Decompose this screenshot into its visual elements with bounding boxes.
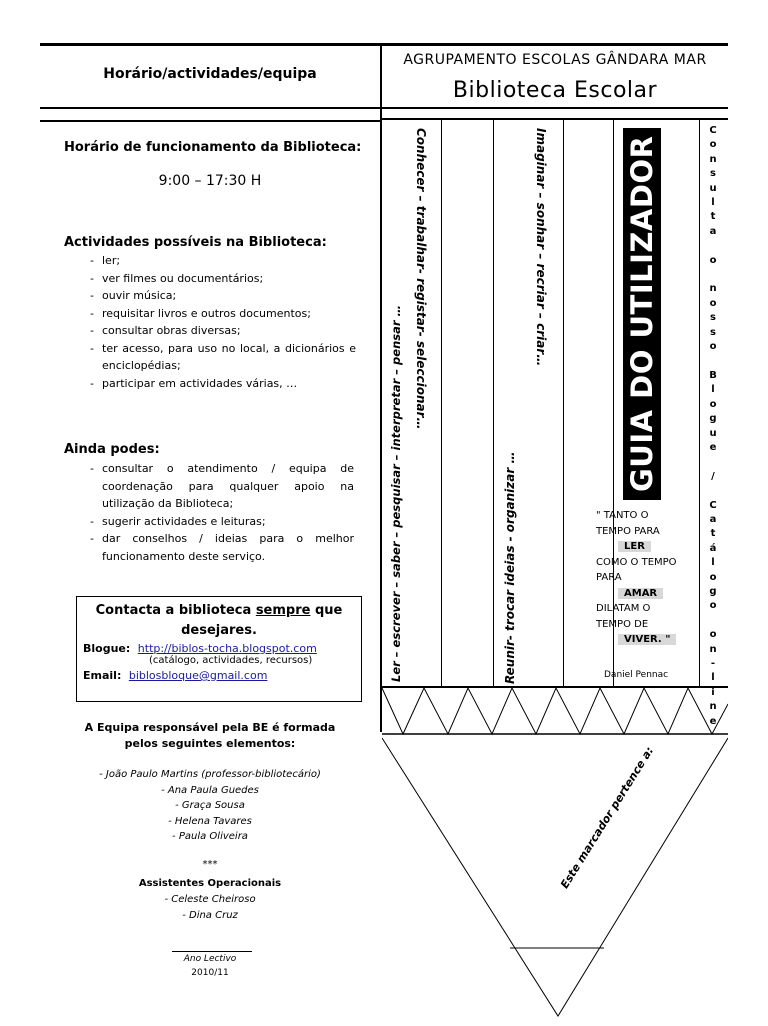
contact-line-1: Contacta a biblioteca sempre que	[95, 603, 343, 618]
side-letter: B	[709, 369, 717, 381]
side-letter: u	[709, 182, 717, 194]
list-item: - requisitar livros e outros documentos;	[86, 305, 356, 323]
page-title: Horário/actividades/equipa	[103, 66, 317, 82]
side-letter: a	[709, 225, 717, 237]
quote-line: AMAR	[596, 586, 696, 602]
side-letter: á	[709, 542, 717, 554]
separator: ***	[202, 859, 218, 870]
top-rule	[40, 43, 728, 46]
school-name: AGRUPAMENTO ESCOLAS GÂNDARA MAR	[403, 52, 707, 68]
list-item: - ler;	[86, 252, 356, 270]
header-rule	[40, 107, 728, 109]
team-member: - Dina Cruz	[182, 909, 238, 921]
side-letter: o	[709, 600, 717, 612]
quote-line: VIVER. "	[596, 632, 696, 648]
list-item: - consultar o atendimento / equipa de coordenação para qualquer apoio na utilização da Biblioteca;	[86, 460, 354, 513]
team-member: - Graça Sousa	[175, 800, 245, 811]
side-letter: o	[709, 571, 717, 583]
assistants-heading: Assistentes Operacionais	[138, 878, 282, 889]
guide-banner	[623, 128, 661, 500]
year-value: 2010/11	[191, 968, 229, 978]
list-item: - ouvir música;	[86, 287, 356, 305]
library-title: Biblioteca Escolar	[452, 78, 658, 103]
strip-top	[382, 118, 728, 120]
side-letter: o	[709, 297, 717, 309]
blog-side-text	[703, 124, 723, 729]
side-letter	[703, 268, 723, 282]
quote-author: Daniel Pennac	[604, 670, 669, 680]
activities-heading: Actividades possíveis na Biblioteca:	[64, 235, 327, 250]
quote-line: PARA	[596, 572, 622, 583]
blog-row	[83, 642, 361, 655]
side-letter: l	[711, 197, 715, 209]
side-letter: o	[709, 398, 717, 410]
side-letter: e	[709, 441, 717, 453]
side-letter: g	[709, 413, 717, 425]
strip-line	[493, 118, 494, 688]
side-letter: e	[709, 715, 717, 727]
year-label: Ano Lectivo	[183, 954, 237, 964]
side-letter: o	[709, 341, 717, 353]
team-member: - Celeste Cheiroso	[164, 894, 256, 905]
email-label: Email:	[83, 669, 122, 682]
side-letter: g	[709, 586, 717, 597]
strip-text-reunir: Reunir- trocar ideias - organizar …	[503, 451, 517, 684]
side-letter: C	[709, 499, 717, 511]
side-letter: i	[711, 686, 715, 698]
side-letter	[703, 614, 723, 628]
side-letter: o	[709, 139, 717, 151]
side-letter: l	[711, 384, 715, 396]
more-heading: Ainda podes:	[64, 442, 160, 457]
side-letter: n	[709, 643, 717, 655]
section-rule	[40, 120, 380, 122]
list-item: - participar em actividades várias, …	[86, 375, 356, 393]
side-letter	[703, 239, 723, 253]
list-item: - consultar obras diversas;	[86, 322, 356, 340]
owner-label: Este marcador pertence a:	[558, 744, 657, 891]
blog-label: Blogue:	[83, 642, 131, 655]
quote-line: COMO O TEMPO	[596, 556, 677, 568]
quote-line: TEMPO PARA	[596, 525, 660, 537]
strip-line	[699, 118, 700, 688]
side-letter: C	[709, 125, 717, 136]
team-member: - João Paulo Martins (professor-bibliotecário)	[99, 769, 321, 780]
side-letter: s	[710, 312, 716, 324]
team-member: - Helena Tavares	[168, 815, 252, 827]
side-letter: o	[709, 254, 717, 266]
side-letter	[703, 455, 723, 469]
strip-text-ler: Ler – escrever – saber – pesquisar – interpretar – pensar …	[389, 304, 403, 682]
assistants-list	[40, 892, 380, 923]
quote-line: LER	[596, 539, 696, 555]
side-letter: u	[709, 427, 717, 439]
guide-title: GUIA DO UTILIZADOR	[625, 135, 659, 493]
activities-list	[86, 252, 356, 392]
bookmark-zigzag	[382, 686, 728, 1026]
hours-heading: Horário de funcionamento da Biblioteca:	[64, 140, 362, 155]
list-item: - dar conselhos / ideias para o melhor funcionamento deste serviço.	[86, 530, 354, 565]
team-member: - Ana Paula Guedes	[161, 784, 259, 796]
side-letter	[703, 484, 723, 498]
email-row	[83, 669, 361, 682]
blog-link[interactable]: http://biblos-tocha.blogspot.com	[137, 642, 317, 655]
side-letter: /	[711, 470, 715, 482]
strip-line	[563, 118, 564, 688]
contact-line-2: desejares.	[181, 623, 257, 638]
strip-line	[441, 118, 442, 688]
team-member: - Paula Oliveira	[172, 831, 248, 842]
side-letter: n	[709, 153, 717, 165]
list-item: - sugerir actividades e leituras;	[86, 513, 354, 531]
center-divider	[380, 46, 382, 732]
side-letter: a	[709, 513, 717, 525]
year-rule	[172, 951, 252, 952]
side-letter: t	[710, 211, 716, 223]
strip-text-conhecer: Conhecer – trabalhar- registar- seleccionar…	[414, 128, 428, 430]
quote-line: " TANTO O	[596, 510, 649, 521]
email-link[interactable]: biblosbloque@gmail.com	[128, 669, 268, 682]
side-letter: -	[710, 658, 716, 670]
side-letter: l	[711, 557, 715, 569]
pennac-quote	[596, 508, 696, 648]
quote-line: TEMPO DE	[596, 618, 649, 630]
team-heading-1: A Equipa responsável pela BE é formada	[84, 721, 336, 734]
list-item: - ver filmes ou documentários;	[86, 270, 356, 288]
team-members	[40, 767, 380, 845]
side-letter: s	[710, 326, 716, 338]
side-letter	[703, 355, 723, 369]
side-letter: n	[709, 283, 717, 295]
side-letter: t	[710, 528, 716, 540]
team-heading-2: pelos seguintes elementos:	[124, 737, 296, 750]
side-letter: n	[709, 701, 717, 713]
side-letter: s	[710, 168, 716, 180]
strip-text-imaginar: Imaginar – sonhar – recriar – criar…	[534, 128, 548, 367]
side-letter: l	[711, 672, 715, 684]
list-item: - ter acesso, para uso no local, a dicionários e enciclopédias;	[86, 340, 356, 375]
more-list	[86, 460, 354, 565]
quote-line: DILATAM O	[596, 603, 651, 614]
hours-value: 9:00 – 17:30 H	[158, 173, 262, 189]
contact-box	[76, 596, 362, 702]
side-letter: o	[709, 629, 717, 641]
blog-note: (catálogo, actividades, recursos)	[149, 655, 313, 666]
